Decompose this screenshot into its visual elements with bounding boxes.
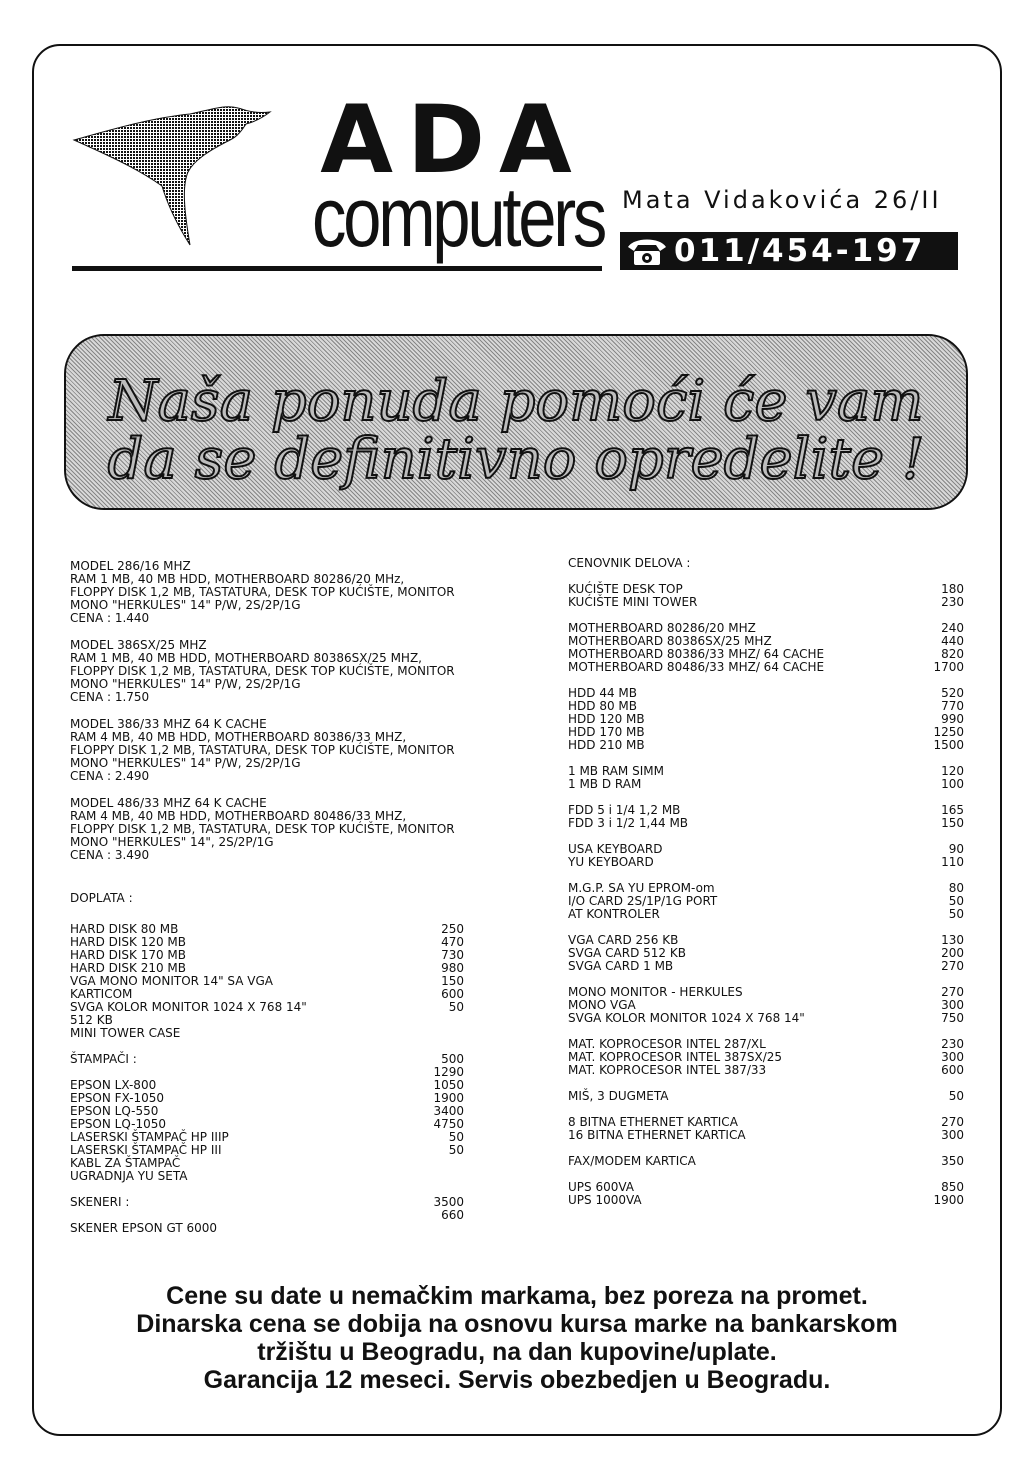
doplata-value: 470 [441, 935, 464, 949]
parts-label: MAT. KOPROCESOR INTEL 387SX/25 [568, 1050, 783, 1064]
model-386sx [70, 639, 470, 704]
parts-price: 50 [948, 907, 964, 921]
printers-label: LASERSKI ŠTAMPAČ HP III [70, 1143, 222, 1157]
doplata-value: 730 [441, 948, 464, 962]
printers-label: EPSON FX-1050 [70, 1091, 165, 1105]
logo-ada-label: ADA [320, 92, 586, 182]
doplata-label: MINI TOWER CASE [70, 1026, 181, 1040]
parts-group [568, 1181, 964, 1207]
model-price: CENA : 2.490 [70, 769, 150, 783]
parts-label: HDD 170 MB [568, 725, 645, 739]
parts-label: MOTHERBOARD 80386SX/25 MHZ [568, 634, 772, 648]
footer-line-2: Dinarska cena se dobija na osnovu kursa marke na bankarskom [136, 1310, 898, 1338]
parts-groups [568, 583, 964, 1207]
model-line: RAM 4 MB, 40 MB HDD, MOTHERBOARD 80486/33 MHZ, [70, 809, 407, 823]
footer-line-3: tržištu u Beogradu, na dan kupovine/uplate. [257, 1338, 777, 1366]
parts-row [568, 1064, 964, 1077]
parts-price: 1900 [933, 1193, 964, 1207]
printers-label: EPSON LX-800 [70, 1078, 157, 1092]
parts-price: 750 [941, 1011, 964, 1025]
parts-price: 80 [948, 881, 964, 895]
telephone-icon [626, 235, 668, 267]
parts-group [568, 622, 964, 674]
parts-group [568, 687, 964, 752]
model-line: MODEL 286/16 MHZ [70, 559, 191, 573]
parts-price: 600 [941, 1063, 964, 1077]
printers-value: 1050 [433, 1078, 464, 1092]
printers-value: 50 [448, 1130, 464, 1144]
parts-label: FDD 5 i 1/4 1,2 MB [568, 803, 681, 817]
printers-label: KABL ZA ŠTAMPAČ [70, 1156, 181, 1170]
parts-label: I/O CARD 2S/1P/1G PORT [568, 894, 718, 908]
parts-label: USA KEYBOARD [568, 842, 663, 856]
parts-row [568, 908, 964, 921]
parts-row [568, 778, 964, 791]
doplata-labels [70, 923, 404, 1040]
parts-label: SVGA KOLOR MONITOR 1024 X 768 14" [568, 1011, 805, 1025]
parts-label: KUĆIŠTE MINI TOWER [568, 595, 698, 609]
header-divider [72, 266, 602, 271]
phone-box [620, 232, 958, 270]
parts-price: 50 [948, 894, 964, 908]
printers-label: UGRADNJA YU SETA [70, 1169, 188, 1183]
parts-label: YU KEYBOARD [568, 855, 654, 869]
parts-row [568, 1194, 964, 1207]
parts-price: 990 [941, 712, 964, 726]
parts-price: 150 [941, 816, 964, 830]
printers-label: EPSON LQ-1050 [70, 1117, 167, 1131]
parts-label: HDD 44 MB [568, 686, 637, 700]
parts-label: MOTHERBOARD 80486/33 MHZ/ 64 CACHE [568, 660, 825, 674]
parts-group [568, 583, 964, 609]
parts-price: 120 [941, 764, 964, 778]
printers-title: ŠTAMPAČI : [70, 1052, 137, 1066]
parts-price: 820 [941, 647, 964, 661]
parts-price: 270 [941, 959, 964, 973]
parts-price: 230 [941, 595, 964, 609]
parts-group [568, 843, 964, 869]
parts-price: 350 [941, 1154, 964, 1168]
model-286 [70, 560, 470, 625]
parts-price: 110 [941, 855, 964, 869]
model-line: MONO "HERKULES" 14" P/W, 2S/2P/1G [70, 677, 301, 691]
printers-value: 500 [441, 1052, 464, 1066]
parts-label: KUĆIŠTE DESK TOP [568, 582, 683, 596]
parts-price: 230 [941, 1037, 964, 1051]
parts-row [568, 817, 964, 830]
slogan-line-2: da se definitivno opredelite ! [107, 427, 925, 492]
parts-group [568, 1155, 964, 1168]
doplata-value: 600 [441, 987, 464, 1001]
parts-row [568, 596, 964, 609]
parts-price: 770 [941, 699, 964, 713]
model-line: FLOPPY DISK 1,2 MB, TASTATURA, DESK TOP KUĆIŠTE, MONITOR [70, 822, 455, 836]
configurations-column [70, 560, 470, 1248]
model-386 [70, 718, 470, 783]
parts-price: 180 [941, 582, 964, 596]
parts-group [568, 1090, 964, 1103]
printers-values [404, 1053, 464, 1183]
model-line: FLOPPY DISK 1,2 MB, TASTATURA, DESK TOP KUĆIŠTE, MONITOR [70, 743, 455, 757]
parts-label: MOTHERBOARD 80286/20 MHZ [568, 621, 756, 635]
parts-price: 440 [941, 634, 964, 648]
parts-label: 8 BITNA ETHERNET KARTICA [568, 1115, 738, 1129]
logo-computers-text: computers [312, 170, 605, 264]
parts-price: 130 [941, 933, 964, 947]
doplata-value: 150 [441, 974, 464, 988]
printers-value: 50 [448, 1143, 464, 1157]
doplata-label: HARD DISK 80 MB [70, 922, 179, 936]
slogan-banner [64, 334, 968, 510]
model-price: CENA : 1.750 [70, 690, 150, 704]
parts-label: SVGA CARD 512 KB [568, 946, 686, 960]
doplata-value: 250 [441, 922, 464, 936]
printers-labels [70, 1053, 404, 1183]
parts-price: 1500 [933, 738, 964, 752]
doplata-label: HARD DISK 210 MB [70, 961, 187, 975]
parts-label: FDD 3 i 1/2 1,44 MB [568, 816, 689, 830]
doplata-label: 512 KB [70, 1013, 113, 1027]
parts-price: 270 [941, 1115, 964, 1129]
doplata-label: VGA MONO MONITOR 14" SA VGA [70, 974, 273, 988]
model-line: FLOPPY DISK 1,2 MB, TASTATURA, DESK TOP KUĆIŠTE, MONITOR [70, 664, 455, 678]
parts-price-list [568, 557, 964, 1220]
logo-ada-text [308, 92, 598, 182]
printers-label: EPSON LQ-550 [70, 1104, 159, 1118]
parts-price: 270 [941, 985, 964, 999]
parts-label: MAT. KOPROCESOR INTEL 287/XL [568, 1037, 766, 1051]
parts-label: MONO VGA [568, 998, 636, 1012]
parts-label: HDD 210 MB [568, 738, 645, 752]
model-line: MONO "HERKULES" 14" P/W, 2S/2P/1G [70, 756, 301, 770]
model-price: CENA : 1.440 [70, 611, 150, 625]
printers-value: 3400 [433, 1104, 464, 1118]
parts-group [568, 765, 964, 791]
parts-price: 850 [941, 1180, 964, 1194]
scanners-label: SKENER EPSON GT 6000 [70, 1221, 218, 1235]
parts-group [568, 882, 964, 921]
parts-price: 165 [941, 803, 964, 817]
parts-price: 200 [941, 946, 964, 960]
scanners-value: 3500 [433, 1195, 464, 1209]
parts-price: 50 [948, 1089, 964, 1103]
parts-price: 1700 [933, 660, 964, 674]
model-486 [70, 797, 470, 862]
model-line: RAM 1 MB, 40 MB HDD, MOTHERBOARD 80286/20 MHz, [70, 572, 405, 586]
scanners-title: SKENERI : [70, 1195, 130, 1209]
parts-row [568, 1155, 964, 1168]
doplata-title: DOPLATA : [70, 891, 133, 905]
doplata-label: HARD DISK 170 MB [70, 948, 187, 962]
store-address: Mata Vidakovića 26/II [622, 186, 942, 214]
parts-label: 16 BITNA ETHERNET KARTICA [568, 1128, 746, 1142]
parts-label: UPS 600VA [568, 1180, 635, 1194]
parts-group [568, 1116, 964, 1142]
scanners-labels [70, 1196, 404, 1235]
parts-label: MAT. KOPROCESOR INTEL 387/33 [568, 1063, 767, 1077]
parts-price: 90 [948, 842, 964, 856]
model-line: MODEL 386/33 MHZ 64 K CACHE [70, 717, 267, 731]
parts-price: 300 [941, 1050, 964, 1064]
doplata-label: KARTICOM [70, 987, 133, 1001]
printers-value: 1290 [433, 1065, 464, 1079]
parts-label: SVGA CARD 1 MB [568, 959, 674, 973]
model-line: FLOPPY DISK 1,2 MB, TASTATURA, DESK TOP KUĆIŠTE, MONITOR [70, 585, 455, 599]
parts-group [568, 934, 964, 973]
parts-label: MONO MONITOR - HERKULES [568, 985, 743, 999]
parts-label: MOTHERBOARD 80386/33 MHZ/ 64 CACHE [568, 647, 825, 661]
doplata-label: HARD DISK 120 MB [70, 935, 187, 949]
parts-price: 1250 [933, 725, 964, 739]
scanners-value: 660 [441, 1208, 464, 1222]
footer-line-1: Cene su date u nemačkim markama, bez poreza na promet. [166, 1282, 868, 1310]
model-line: MODEL 386SX/25 MHZ [70, 638, 207, 652]
parts-row [568, 1012, 964, 1025]
scanners-group [70, 1196, 464, 1235]
model-line: RAM 1 MB, 40 MB HDD, MOTHERBOARD 80386SX/25 MHZ, [70, 651, 422, 665]
footer-line-4: Garancija 12 meseci. Servis obezbedjen u Beogradu. [203, 1366, 831, 1394]
slogan-line-1: Naša ponuda pomoći će vam [108, 369, 924, 434]
doplata-group [70, 923, 464, 1040]
model-price: CENA : 3.490 [70, 848, 150, 862]
parts-label: 1 MB D RAM [568, 777, 642, 791]
parts-group [568, 804, 964, 830]
doplata-value: 50 [448, 1000, 464, 1014]
parts-row [568, 739, 964, 752]
printers-value: 1900 [433, 1091, 464, 1105]
parts-row [568, 661, 964, 674]
parts-price: 240 [941, 621, 964, 635]
parts-label: VGA CARD 256 KB [568, 933, 679, 947]
parts-row [568, 1129, 964, 1142]
parts-price: 100 [941, 777, 964, 791]
parts-label: UPS 1000VA [568, 1193, 642, 1207]
parts-label: 1 MB RAM SIMM [568, 764, 664, 778]
parts-row [568, 1090, 964, 1103]
parts-group [568, 986, 964, 1025]
parts-row [568, 960, 964, 973]
parts-label: M.G.P. SA YU EPROM-om [568, 881, 715, 895]
doplata-values [404, 923, 464, 1040]
parts-label: HDD 120 MB [568, 712, 645, 726]
parts-price: 300 [941, 1128, 964, 1142]
parts-label: MIŠ, 3 DUGMETA [568, 1089, 669, 1103]
model-line: MONO "HERKULES" 14" P/W, 2S/2P/1G [70, 598, 301, 612]
scanners-values [404, 1196, 464, 1235]
model-line: MONO "HERKULES" 14", 2S/2P/1G [70, 835, 274, 849]
parts-label: AT KONTROLER [568, 907, 660, 921]
printers-group [70, 1053, 464, 1183]
bird-logo-icon [70, 100, 280, 250]
parts-row [568, 856, 964, 869]
parts-price: 300 [941, 998, 964, 1012]
printers-label: LASERSKI ŠTAMPAČ HP IIIP [70, 1130, 229, 1144]
model-line: MODEL 486/33 MHZ 64 K CACHE [70, 796, 267, 810]
doplata-value: 980 [441, 961, 464, 975]
phone-number: 011/454-197 [674, 233, 926, 269]
printers-value: 4750 [433, 1117, 464, 1131]
model-line: RAM 4 MB, 40 MB HDD, MOTHERBOARD 80386/33 MHZ, [70, 730, 407, 744]
parts-label: FAX/MODEM KARTICA [568, 1154, 696, 1168]
parts-price-list-title: CENOVNIK DELOVA : [568, 556, 691, 570]
parts-price: 520 [941, 686, 964, 700]
doplata-label: SVGA KOLOR MONITOR 1024 X 768 14" [70, 1000, 307, 1014]
footer-notice [40, 1282, 994, 1394]
parts-group [568, 1038, 964, 1077]
parts-label: HDD 80 MB [568, 699, 637, 713]
